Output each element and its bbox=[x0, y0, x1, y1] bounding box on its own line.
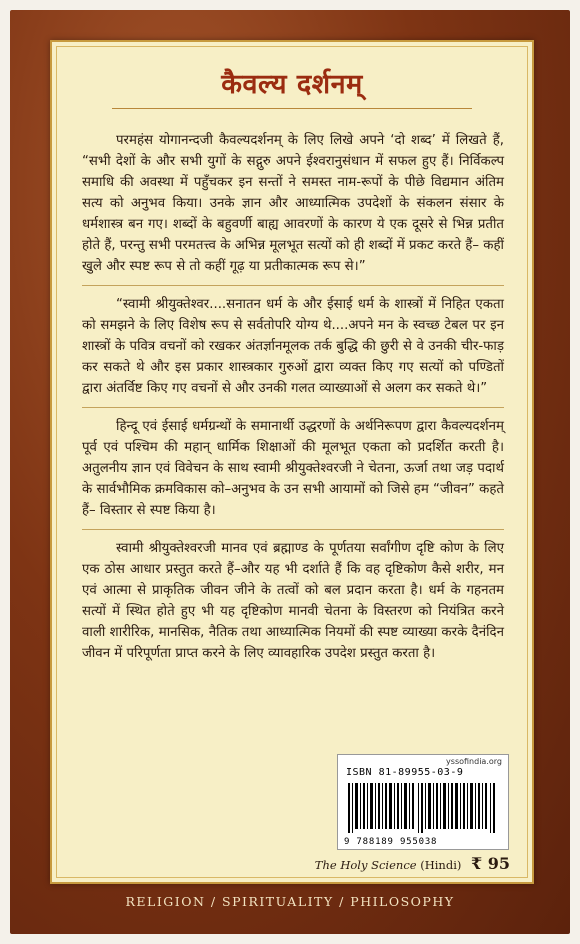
divider bbox=[82, 407, 504, 408]
price: ₹ 95 bbox=[471, 854, 510, 873]
text-panel bbox=[50, 40, 534, 884]
divider bbox=[82, 529, 504, 530]
barcode-icon bbox=[348, 783, 498, 833]
title-rule bbox=[112, 108, 472, 109]
divider bbox=[82, 285, 504, 286]
edition-line bbox=[315, 854, 510, 873]
edition-language: (Hindi) bbox=[420, 858, 462, 872]
back-cover bbox=[10, 10, 570, 934]
blurb bbox=[82, 130, 504, 664]
paragraph-4: स्वामी श्रीयुक्तेश्वरजी मानव एवं ब्रह्माण्ड के पूर्णतया सर्वांगीण दृष्टि कोण के लिए एक ठोस आधार प्रस्तुत करते हैं–और यह भी दर्शाते हैं कि वह दृष्टिकोण कैसे शरीर, मन एवं आत्मा से प्राकृतिक जीवन जीने के तत्वों को बल प्रदान करता है। धर्म के गहनतम सत्यों में स्थित होते हुए भी यह दृष्टिकोण मानवी चेतना के विस्तरण को नियंत्रित करने वाली शारीरिक, मानसिक, नैतिक तथा आध्यात्मिक नियमों की स्पष्ट व्याख्या करके दैनंदिन जीवन में परिपूर्णता प्राप्त करने के लिए व्यावहारिक उपदेश प्रस्तुत करता है। bbox=[82, 541, 504, 661]
book-title: कैवल्य दर्शनम् bbox=[221, 69, 363, 100]
barcode-number: 9 788189 955038 bbox=[344, 837, 438, 847]
paragraph-1: परमहंस योगानन्दजी कैवल्यदर्शनम् के लिए लिखे अपने ‘दो शब्द’ में लिखते हैं, “सभी देशों के और सभी युगों के सद्गुरु अपने ईश्वरानुसंधान में सफल हुए हैं। निर्विकल्प समाधि की अवस्था में पहुँचकर इन सन्तों ने समस्त नाम-रूपों के पीछे विद्यमान अंतिम सत्य को अनुभव किया। उनके ज्ञान और आध्यात्मिक उपदेशों के संकलन संसार के धर्मशास्त्र बन गए। शब्दों के बहुवर्णी बाह्य आवरणों के कारण ये एक दूसरे से भिन्न प्रतीत होते हैं, परन्तु सभी परमतत्त्व के अभिन्न मूलभूत सत्यों को ही शब्दों में प्रकट करते हैं– कहीं खुले और स्पष्ट रूप से तो कहीं गूढ़ या प्रतीकात्मक रूप से।” bbox=[82, 133, 504, 274]
isbn-text: ISBN 81-89955-03-9 bbox=[346, 767, 464, 778]
barcode-label bbox=[337, 754, 509, 850]
paragraph-3: हिन्दू एवं ईसाई धर्मग्रन्थों के समानार्थी उद्धरणों के अर्थनिरूपण द्वारा कैवल्यदर्शनम् पूर्व एवं पश्चिम की महान् धार्मिक शिक्षाओं की मूलभूत एकता को प्रदर्शित करती है। अतुलनीय ज्ञान एवं विवेचन के साथ स्वामी श्रीयुक्तेश्वरजी ने चेतना, ऊर्जा तथा जड़ पदार्थ के सार्वभौमिक क्रमविकास को–अनुभव के उन सभी आयामों को जिसे हम “जीवन” कहते हैं– विस्तार से स्पष्ट किया है। bbox=[82, 419, 504, 518]
category-line: RELIGION / SPIRITUALITY / PHILOSOPHY bbox=[125, 894, 455, 909]
english-title: The Holy Science bbox=[314, 858, 417, 872]
paragraph-2: “स्वामी श्रीयुक्तेश्वर....सनातन धर्म के और ईसाई धर्म के शास्त्रों में निहित एकता को समझने के लिए विशेष रूप से सर्वतोपरि योग्य थे....अपने मन के स्वच्छ टेबल पर इन शास्त्रों के पवित्र वचनों को रखकर अंतर्ज्ञानमूलक तर्क बुद्धि की छुरी से वे उनकी चीर-फाड़ कर सकते थे और इस प्रकार शास्त्रकार गुरुओं द्वारा व्यक्त किए गए सत्यों को पण्डितों द्वारा अंतर्विष्ट किए गए वचनों से और उनकी गलत व्याख्याओं से अलग कर सकते थे।” bbox=[82, 297, 504, 396]
barcode-url: yssofindia.org bbox=[446, 757, 502, 766]
